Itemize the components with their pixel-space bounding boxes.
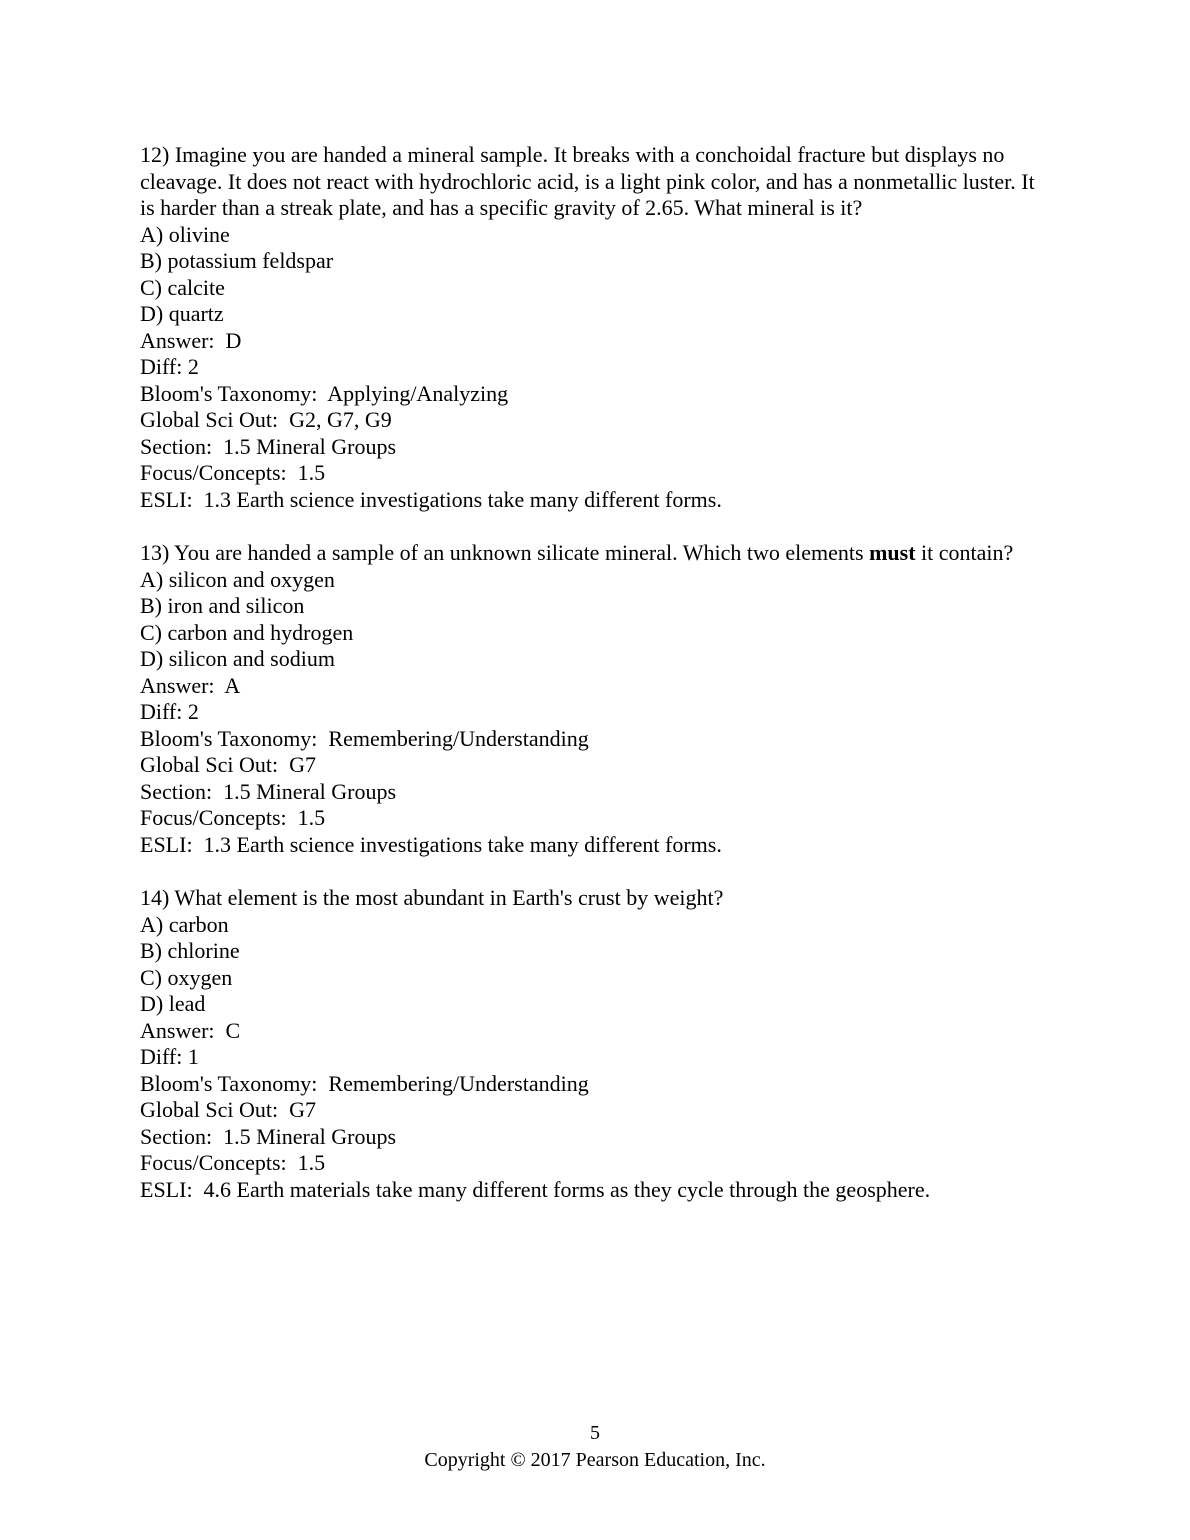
question-stem [140, 885, 1050, 912]
copyright-notice: Copyright © 2017 Pearson Education, Inc. [424, 1449, 766, 1471]
meta-section: Section: 1.5 Mineral Groups [140, 1123, 397, 1149]
answer-option-a: A) carbon [140, 911, 229, 937]
meta-esli: ESLI: 1.3 Earth science investigations take many different forms. [140, 486, 722, 512]
meta-section: Section: 1.5 Mineral Groups [140, 778, 397, 804]
answer-option-b: B) chlorine [140, 938, 240, 963]
question-stem-bold: must [869, 540, 916, 565]
answer-option-a: A) silicon and oxygen [140, 566, 335, 592]
question-stem [140, 142, 1050, 222]
page-number: 5 [590, 1422, 600, 1444]
meta-focus-concepts: Focus/Concepts: 1.5 [140, 805, 326, 830]
question-stem-text: 14) What element is the most abundant in Earth's crust by weight? [140, 885, 724, 910]
meta-blooms-taxonomy: Bloom's Taxonomy: Applying/Analyzing [140, 380, 509, 406]
page-footer [0, 1420, 1190, 1474]
answer-option-c: C) oxygen [140, 964, 233, 990]
question-12 [140, 142, 1050, 513]
meta-diff: Diff: 2 [140, 699, 199, 724]
question-13 [140, 540, 1050, 858]
question-stem-text: 13) You are handed a sample of an unknown silicate mineral. Which two elements [140, 540, 870, 565]
question-stem [140, 540, 1050, 567]
meta-answer: Answer: D [140, 327, 242, 353]
meta-answer: Answer: C [140, 1017, 241, 1043]
meta-global-sci-out: Global Sci Out: G2, G7, G9 [140, 407, 392, 432]
meta-diff: Diff: 2 [140, 354, 199, 379]
meta-esli: ESLI: 1.3 Earth science investigations take many different forms. [140, 831, 722, 857]
meta-blooms-taxonomy: Bloom's Taxonomy: Remembering/Understanding [140, 1070, 589, 1096]
meta-global-sci-out: Global Sci Out: G7 [140, 752, 316, 777]
meta-answer: Answer: A [140, 672, 241, 698]
answer-option-b: B) iron and silicon [140, 593, 305, 618]
question-14 [140, 885, 1050, 1203]
meta-esli: ESLI: 4.6 Earth materials take many different forms as they cycle through the geosphere. [140, 1176, 931, 1202]
answer-option-d: D) quartz [140, 301, 224, 326]
page-content [140, 142, 1050, 1230]
answer-option-a: A) olivine [140, 221, 230, 247]
meta-focus-concepts: Focus/Concepts: 1.5 [140, 460, 326, 485]
meta-global-sci-out: Global Sci Out: G7 [140, 1097, 316, 1122]
question-stem-text: 12) Imagine you are handed a mineral sample. It breaks with a conchoidal fracture but displays no cleavage. It does not react with hydrochloric acid, is a light pink color, and has a nonmetallic luster. It is harder than a streak plate, and has a specific gravity of 2.65. What mineral is it? [140, 142, 1041, 220]
answer-option-c: C) calcite [140, 274, 225, 300]
answer-option-d: D) lead [140, 991, 206, 1016]
answer-option-b: B) potassium feldspar [140, 248, 334, 273]
meta-focus-concepts: Focus/Concepts: 1.5 [140, 1150, 326, 1175]
question-stem-text-after: it contain? [915, 540, 1014, 565]
meta-diff: Diff: 1 [140, 1044, 199, 1069]
meta-section: Section: 1.5 Mineral Groups [140, 433, 397, 459]
meta-blooms-taxonomy: Bloom's Taxonomy: Remembering/Understanding [140, 725, 589, 751]
answer-option-d: D) silicon and sodium [140, 646, 335, 671]
answer-option-c: C) carbon and hydrogen [140, 619, 354, 645]
